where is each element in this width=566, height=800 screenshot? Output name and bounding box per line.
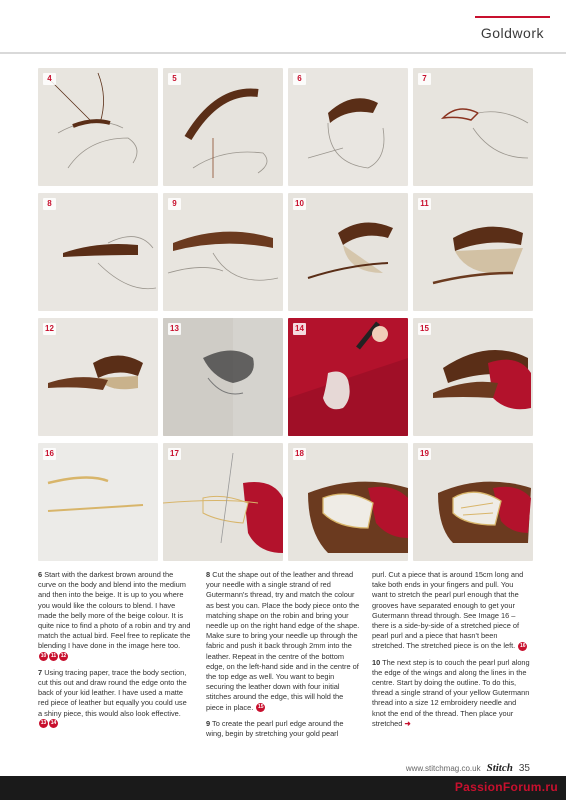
text-column-1 bbox=[38, 570, 192, 735]
step-number: 10 bbox=[293, 198, 306, 210]
step-9-paragraph: 9 To create the pearl purl edge around the wing, begin by stretching your gold pearl bbox=[206, 718, 344, 739]
step-number: 11 bbox=[418, 198, 431, 210]
step-photo-5 bbox=[163, 68, 283, 186]
step-number: 6 bbox=[293, 73, 306, 85]
step-photo-4 bbox=[38, 68, 158, 186]
step-photo-10 bbox=[288, 193, 408, 311]
step-number: 8 bbox=[43, 198, 56, 210]
text-column-3 bbox=[372, 570, 530, 735]
step-number: 14 bbox=[293, 323, 306, 335]
step-8-paragraph: 8 Cut the shape out of the leather and thread your needle with a single strand of red Gutermann's thread, try and match the colour as best you can. Place the body piece onto the matching shape on the robin and bring your needle up on the right hand edge of the shape. Make sure to bring your needle up through the fabric and push it back through 2mm into the leather. Repeat in the centre of the bottom edge, on the left-hand side and in the centre of the top edge as well. You want to begin securing the leather down with four initial stitches around the edge, this will hold the piece in place. 15 bbox=[206, 570, 360, 712]
step-photo-19 bbox=[413, 443, 533, 561]
step-photo-17 bbox=[163, 443, 283, 561]
continue-arrow-icon: ➜ bbox=[404, 718, 411, 728]
step-photo-9 bbox=[163, 193, 283, 311]
step-number: 17 bbox=[168, 448, 181, 460]
section-title: Goldwork bbox=[475, 22, 550, 44]
step-photo-11 bbox=[413, 193, 533, 311]
text-column-2 bbox=[206, 570, 360, 745]
magazine-logo: Stitch bbox=[486, 762, 513, 774]
step-number: 13 bbox=[168, 323, 181, 335]
step-photo-12 bbox=[38, 318, 158, 436]
step-number: 18 bbox=[293, 448, 306, 460]
step-number: 9 bbox=[168, 198, 181, 210]
step-photo-14 bbox=[288, 318, 408, 436]
step-number: 15 bbox=[418, 323, 431, 335]
step-photo-16 bbox=[38, 443, 158, 561]
step-number: 5 bbox=[168, 73, 181, 85]
step-number: 16 bbox=[43, 448, 56, 460]
step-photo-8 bbox=[38, 193, 158, 311]
page-header bbox=[0, 0, 566, 58]
step-number: 12 bbox=[43, 323, 56, 335]
step-7-paragraph: 7 Using tracing paper, trace the body section, cut this out and draw round the edge onto the back of your kid leather. I have used a matte red piece of leather but equally you could use a shiny piece, this would also look effective. 13 14 bbox=[38, 667, 187, 727]
step-number: 7 bbox=[418, 73, 431, 85]
website-url: www.stitchmag.co.uk bbox=[405, 763, 481, 773]
step-photo-7 bbox=[413, 68, 533, 186]
page-number: 35 bbox=[518, 762, 530, 774]
step-photo-18 bbox=[288, 443, 408, 561]
step-10-paragraph: 10 The next step is to couch the pearl purl along the edge of the wings and along the lines in the centre. Start by doing the outline. To do this, thread a single strand of your yellow Gutermann thread into a size 12 embroidery needle and knot the end of the thread. Then place your stretched ➜ bbox=[372, 657, 530, 728]
step-number: 19 bbox=[418, 448, 431, 460]
watermark-text: PassionForum.ru bbox=[454, 780, 558, 794]
step-9-continued: purl. Cut a piece that is around 15cm long and take both ends in your fingers and pull. You want to stretch the pearl purl enough that the grooves have separated enough to get your Gutermann thread through. See Image 16 – there is a side-by-side of a stretched piece of pearl purl and a piece that hasn't been stretched. The stretched piece is on the left. 16 bbox=[372, 570, 526, 651]
header-divider bbox=[0, 52, 566, 54]
instructions-text bbox=[38, 570, 534, 755]
step-number: 4 bbox=[43, 73, 56, 85]
step-photo-15 bbox=[413, 318, 533, 436]
step-photo-13 bbox=[163, 318, 283, 436]
watermark-bar bbox=[0, 776, 566, 800]
page-footer bbox=[406, 762, 530, 774]
step-6-paragraph: 6 Start with the darkest brown around the curve on the body and blend into the medium and then into the beige. It is up to you where you would like the colours to blend. I have made the belly more of the beige colour. It is quite nice to find a photo of a robin and try and match the actual bird. Feel free to replicate the blending I have done in the image here too. 10 11 12 bbox=[38, 570, 191, 660]
step-photo-6 bbox=[288, 68, 408, 186]
